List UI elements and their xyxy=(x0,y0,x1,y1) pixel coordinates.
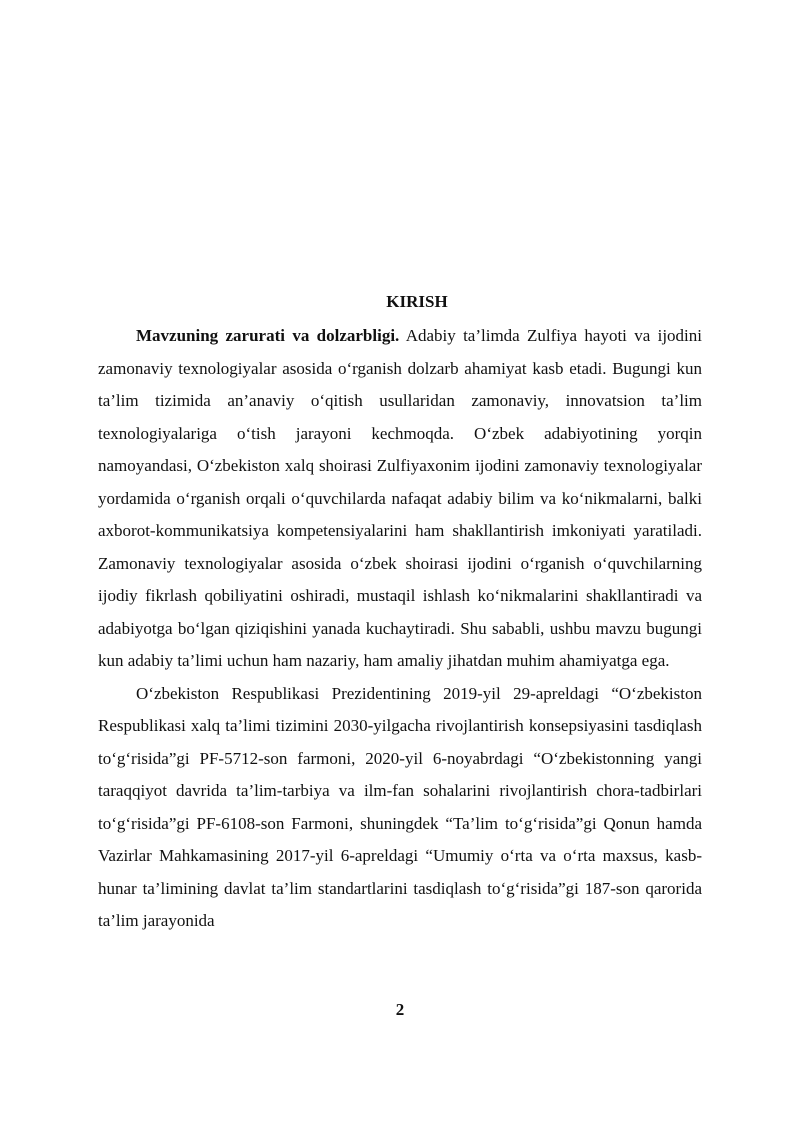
page-number: 2 xyxy=(395,1000,405,1019)
paragraph-relevance xyxy=(98,320,702,678)
section-heading: KIRISH xyxy=(386,292,448,311)
document-body xyxy=(98,284,702,938)
paragraph-text: Adabiy ta’limda Zulfiya hayoti va ijodini zamonaviy texnologiyalar asosida o‘rganish dolzarb ahamiyat kasb etadi. Bugungi kun ta’lim tizimida an’anaviy o‘qitish usullaridan zamonaviy, innovatsion ta’lim texnologiyalariga o‘tish jarayoni kechmoqda. O‘zbek adabiyotining yorqin namoyandasi, O‘zbekiston xalq shoirasi Zulfiyaxonim ijodini zamonaviy texnologiyalar yordamida o‘rganish orqali o‘quvchilarda nafaqat adabiy bilim va ko‘nikmalarni, balki axborot-kommunikatsiya kompetensiyalarini ham shakllantirish imkoniyati yaratiladi. Zamonaviy texnologiyalar asosida o‘zbek shoirasi ijodini o‘rganish o‘quvchilarning ijodiy fikrlash qobiliyatini oshiradi, mustaqil ishlash ko‘nikmalarini shakllantiradi va adabiyotga bo‘lgan qiziqishini yanada kuchaytiradi. Shu sababli, ushbu mavzu bugungi kun adabiy ta’limi uchun ham nazariy, ham amaliy jihatdan muhim ahamiyatga ega. xyxy=(98,326,703,670)
paragraph-lead: Mavzuning zarurati va dolzarbligi. xyxy=(136,326,400,345)
paragraph-legal-basis: O‘zbekiston Respublikasi Prezidentining 2019-yil 29-apreldagi “O‘zbekiston Respublikasi xalq ta’limi tizimini 2030-yilgacha rivojlantirish konsepsiyasini tasdiqlash to‘g‘risida”gi PF-5712-son farmoni, 2020-yil 6-noyabrdagi “O‘zbekistonning yangi taraqqiyot davrida ta’lim-tarbiya va ilm-fan sohalarini rivojlantirish chora-tadbirlari to‘g‘risida”gi PF-6108-son Farmoni, shuningdek “Ta’lim to‘g‘risida”gi Qonun hamda Vazirlar Mahkamasining 2017-yil 6-apreldagi “Umumiy o‘rta va o‘rta maxsus, kasb-hunar ta’limining davlat ta’lim standartlarini tasdiqlash to‘g‘risida”gi 187-son qarorida ta’lim jarayonida xyxy=(98,683,702,930)
